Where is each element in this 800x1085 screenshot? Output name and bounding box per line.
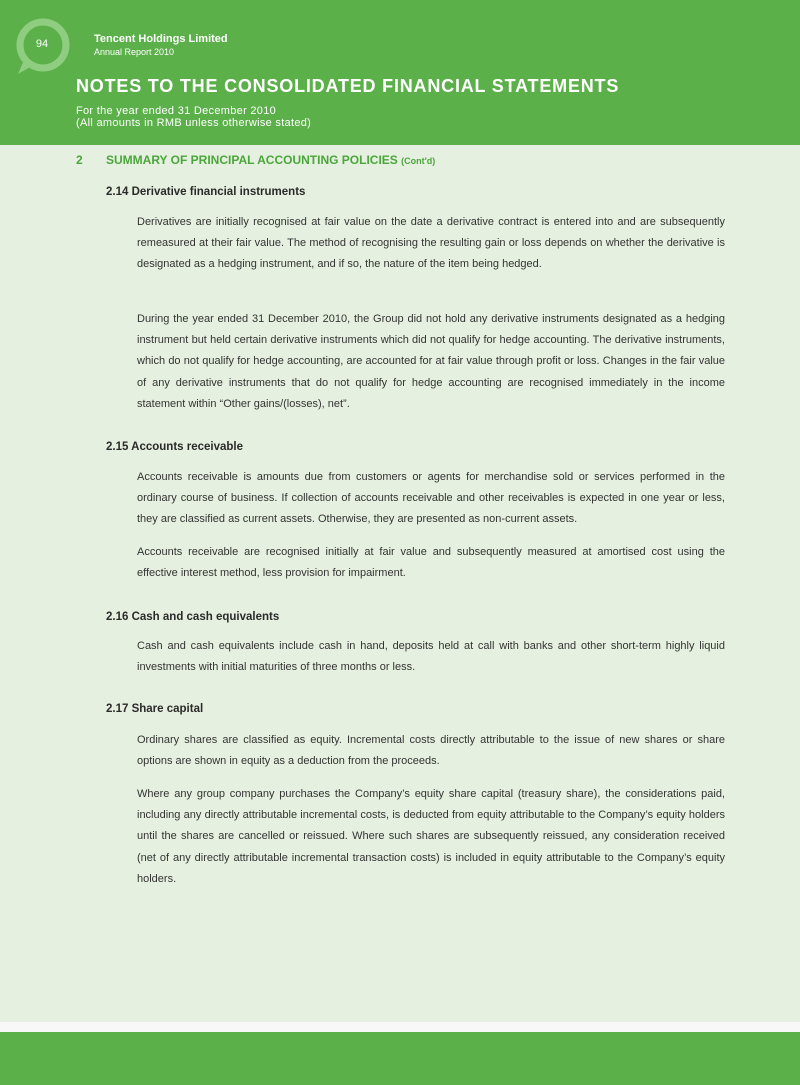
paragraph: Cash and cash equivalents include cash in hand, deposits held at call with banks and other short-term highly liquid investments with initial maturities of three months or less. [137,640,725,674]
paragraph: Ordinary shares are classified as equity. Incremental costs directly attributable to the issue of new shares or share options are shown in equity as a deduction from the proceeds. [137,734,725,768]
report-name: Annual Report 2010 [94,47,175,57]
paragraph: Accounts receivable is amounts due from customers or agents for merchandise sold or services performed in the ordinary course of business. If collection of accounts receivable and other receivables is expected in one year or less, they are classified as current assets. Otherwise, they are presented as non-current assets. [137,471,725,526]
subsection-heading: 2.16 Cash and cash equivalents [106,611,280,623]
paragraph: During the year ended 31 December 2010, the Group did not hold any derivative instruments designated as a hedging instrument but held certain derivative instruments which did not qualify for hedge accounting. The derivative instruments, which do not qualify for hedge accounting, are accounted for at fair value through profit or loss. Changes in the fair value of any derivative instruments that do not qualify for hedge accounting are recognised immediately in the income statement within “Other gains/(losses), net”. [137,313,725,410]
paragraph: Accounts receivable are recognised initially at fair value and subsequently measured at amortised cost using the effective interest method, less provision for impairment. [137,546,725,580]
section-heading [76,153,435,167]
paragraph: Where any group company purchases the Company’s equity share capital (treasury share), the considerations paid, including any directly attributable incremental costs, is deducted from equity attributable to the Company’s equity holders until the shares are cancelled or reissued. Where such shares are subsequently reissued, any consideration received (net of any directly attributable incremental transaction costs) is included in equity attributable to the Company’s equity holders. [137,788,725,885]
page-subtitle [76,105,311,129]
page-header [0,0,800,145]
subsection-heading: 2.15 Accounts receivable [106,441,244,453]
subtitle-period: For the year ended 31 December 2010 [76,105,277,117]
page-title: NOTES TO THE CONSOLIDATED FINANCIAL STATEMENTS [76,76,620,96]
paragraph: Derivatives are initially recognised at fair value on the date a derivative contract is entered into and are subsequently remeasured at their fair value. The method of recognising the resulting gain or loss depends on whether the derivative is designated as a hedging instrument, and if so, the nature of the item being hedged. [137,216,725,271]
page-number: 94 [35,38,49,50]
subsection-heading: 2.14 Derivative financial instruments [106,186,306,198]
section-continued: (Cont'd) [401,156,436,166]
page-footer [0,1032,800,1085]
subsection-heading: 2.17 Share capital [106,703,204,715]
subtitle-currency: (All amounts in RMB unless otherwise stated) [76,117,312,129]
section-number: 2 [76,153,83,167]
section-title: SUMMARY OF PRINCIPAL ACCOUNTING POLICIES [106,153,398,167]
company-name: Tencent Holdings Limited [94,33,228,45]
footer-divider [0,1022,800,1032]
